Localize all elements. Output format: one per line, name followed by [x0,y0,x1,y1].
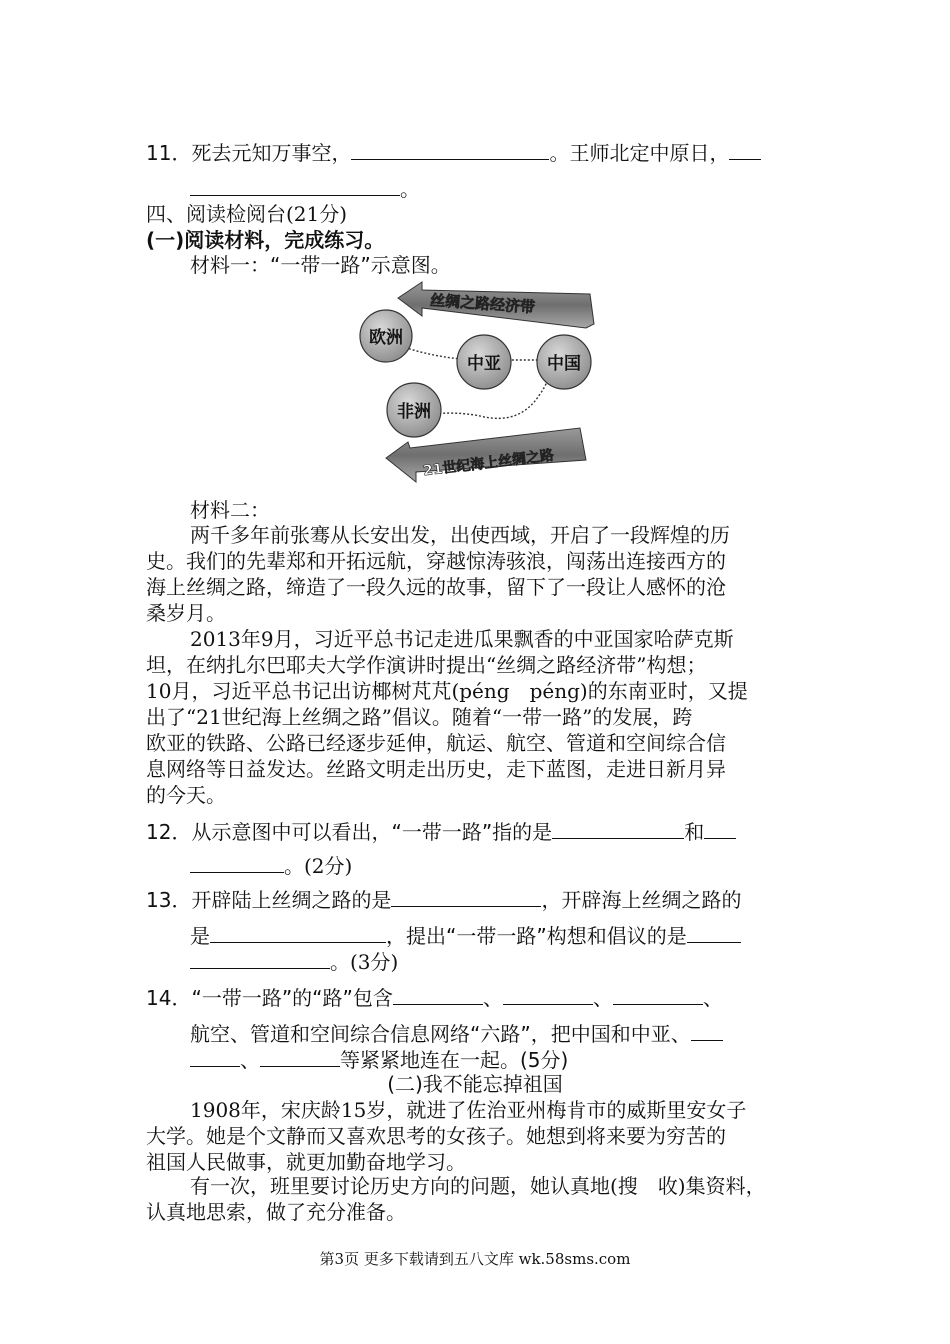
answer-blank[interactable] [210,922,386,943]
question-12-continued [190,852,352,878]
material-1-label: 材料一：“一带一路”示意图。 [190,253,451,277]
part-2-title: (二)我不能忘掉祖国 [387,1072,563,1096]
section-title: 四、阅读检阅台(21分) [146,202,348,226]
separator: 、 [592,986,613,1010]
part-2-line: 1908年，宋庆龄15岁，就进了佐治亚州梅肯市的威斯里安女子 [190,1098,747,1122]
part-2-line: 认真地思索，做了充分准备。 [146,1200,406,1224]
question-number: 11． [146,141,192,165]
answer-blank[interactable] [260,1046,340,1067]
node-africa [387,383,441,437]
material-2-line: 出了“21世纪海上丝绸之路”倡议。随着“一带一路”的发展，跨 [146,705,693,729]
question-text: 从示意图中可以看出，“一带一路”指的是 [191,820,553,844]
answer-blank[interactable] [190,175,400,196]
separator: 、 [702,986,723,1010]
question-13 [146,886,741,912]
node-label: 非洲 [397,402,431,422]
question-14-continued [190,1020,723,1046]
road-label: 21世纪海上丝绸之路 [422,447,555,480]
material-2-line: 息网络等日益发达。丝路文明走出历史，走下蓝图，走进日新月异 [146,757,726,781]
node-china [537,335,591,389]
answer-blank[interactable] [687,922,741,943]
material-2-line: 两千多年前张骞从长安出发，出使西域，开启了一段辉煌的历 [190,523,730,547]
material-2-line: 桑岁月。 [146,601,226,625]
material-2-line: 坦，在纳扎尔巴耶夫大学作演讲时提出“丝绸之路经济带”构想； [146,653,707,677]
material-2-line: 史。我们的先辈郑和开拓远航，穿越惊涛骇浪，闯荡出连接西方的 [146,549,726,573]
material-2-line: 2013年9月，习近平总书记走进瓜果飘香的中亚国家哈萨克斯 [190,627,734,651]
part-2-line: 有一次，班里要讨论历史方向的问题，她认真地(搜 收)集资料， [190,1174,766,1198]
answer-blank[interactable] [190,852,284,873]
question-12 [146,818,736,844]
question-text: 开辟陆上丝绸之路的是 [191,888,392,912]
material-2-line: 10月，习近平总书记出访椰树芃芃(péng péng)的东南亚时，又提 [146,679,748,703]
material-2-line: 的今天。 [146,783,226,807]
question-text: 死去元知万事空， [191,141,352,165]
answer-blank[interactable] [704,818,736,839]
node-central-asia [457,335,511,389]
answer-blank[interactable] [552,818,684,839]
question-11 [146,139,761,165]
answer-blank[interactable] [190,1046,240,1067]
answer-blank[interactable] [190,948,330,969]
separator: 、 [240,1048,260,1072]
question-number: 12． [146,820,192,844]
question-number: 14． [146,986,192,1010]
material-2-label: 材料二： [190,498,270,522]
question-text: 等紧紧地连在一起。(5分) [340,1048,569,1072]
node-label: 欧洲 [369,328,403,348]
node-label: 中亚 [467,354,501,374]
separator: 、 [482,986,503,1010]
answer-blank[interactable] [393,984,483,1005]
answer-blank[interactable] [503,984,593,1005]
answer-blank[interactable] [613,984,703,1005]
material-2-line: 欧亚的铁路、公路已经逐步延伸，航运、航空、管道和空间综合信 [146,731,726,755]
question-text: “一带一路”的“路”包含 [191,986,393,1010]
question-text: 航空、管道和空间综合信息网络“六路”，把中国和中亚、 [190,1022,691,1046]
question-text: 是 [190,924,210,948]
material-2-line: 海上丝绸之路，缔造了一段久远的故事，留下了一段让人感怀的沧 [146,575,726,599]
node-europe [360,310,412,362]
answer-blank[interactable] [351,139,549,160]
question-text: 。(2分) [284,854,353,878]
question-text: ，提出“一带一路”构想和倡议的是 [386,924,687,948]
answer-blank[interactable] [691,1020,723,1041]
question-text: ，开辟海上丝绸之路的 [541,888,742,912]
answer-blank[interactable] [391,886,541,907]
part-2-line: 祖国人民做事，就更加勤奋地学习。 [146,1150,466,1174]
page-footer: 第3页 更多下载请到五八文库 wk.58sms.com [319,1250,631,1268]
belt-label: 丝绸之路经济带 [429,291,536,317]
part-title: (一)阅读材料，完成练习。 [146,228,385,252]
question-text: 。(3分) [330,950,399,974]
question-text: 。王师北定中原日， [549,141,730,165]
question-13-end [190,948,398,974]
question-13-continued [190,922,741,948]
question-text: 和 [684,820,705,844]
answer-blank[interactable] [729,139,761,160]
part-2-line: 大学。她是个文静而又喜欢思考的女孩子。她想到将来要为穷苦的 [146,1124,726,1148]
question-14 [146,984,723,1010]
question-text: 。 [400,177,420,201]
belt-and-road-diagram [350,276,595,486]
node-label: 中国 [547,354,581,374]
question-11-continued [190,175,420,201]
question-number: 13． [146,888,192,912]
question-14-end [190,1046,568,1072]
